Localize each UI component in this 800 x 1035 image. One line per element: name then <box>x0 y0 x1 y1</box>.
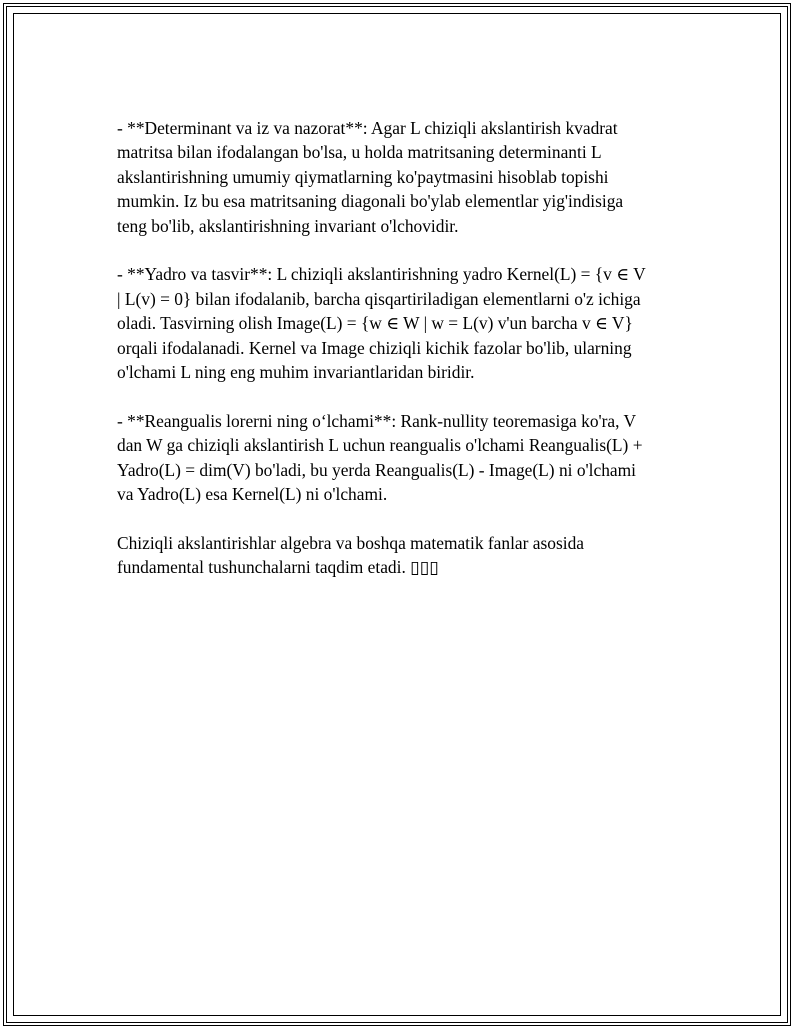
paragraph-conclusion: Chiziqli akslantirishlar algebra va boshqa matematik fanlar asosida fundamental tushunchalarni taqdim etadi. ▯▯▯ <box>117 532 584 578</box>
paragraph-rank-nullity: - **Reangualis lorerni ning o‘lchami**: Rank-nullity teoremasiga ko'ra, V dan W ga chiziqli akslantirish L uchun reangualis o'lchami Reangualis(L) + Yadro(L) = dim(V) bo'ladi, bu yerda Reangualis(L) - Image(L) ni o'lchami va Yadro(L) esa Kernel(L) ni o'lchami. <box>117 410 643 505</box>
document-body <box>117 116 697 604</box>
paragraph-kernel-image: - **Yadro va tasvir**: L chiziqli akslantirishning yadro Kernel(L) = {v ∈ V | L(v) = 0} bilan ifodalanib, barcha qisqartiriladigan elementlarni o'z ichiga oladi. Tasvirning olish Image(L) = {w ∈ W | w = L(v) v'un barcha v ∈ V} orqali ifodalanadi. Kernel va Image chiziqli kichik fazolar bo'lib, ularning o'lchami L ning eng muhim invariantlaridan biridir. <box>117 264 646 383</box>
paragraph-determinant: - **Determinant va iz va nazorat**: Agar L chiziqli akslantirish kvadrat matritsa bilan ifodalangan bo'lsa, u holda matritsaning determinanti L akslantirishning umumiy qiymatlarning ko'paytmasini hisoblab topishi mumkin. Iz bu esa matritsaning diagonali bo'ylab elementlar yig'indisiga teng bo'lib, akslantirishning invariant o'lchovidir. <box>117 118 624 236</box>
